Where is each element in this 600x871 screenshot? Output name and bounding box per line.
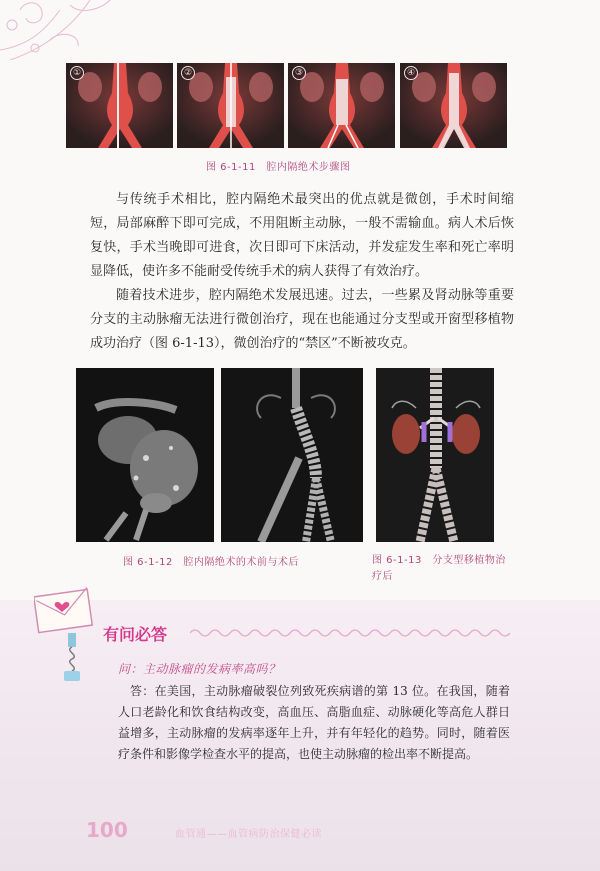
ct-image-postop [221,368,363,542]
step-number: ① [70,66,84,80]
figure-6-1-11 [66,63,508,148]
step-image-2 [177,63,284,148]
running-footer-title: 血管通——血管病防治保健必读 [175,829,322,840]
page-number: 100 [86,818,128,842]
section-title: 有问必答 [103,625,168,644]
step-number: ④ [404,66,418,80]
ct-image-branched-graft [376,368,494,542]
figure-caption: 图 6-1-12 腔内隔绝术的术前与术后 [123,557,299,568]
body-paragraph: 随着技术进步，腔内隔绝术发展迅速。过去，一些累及肾动脉等重要分支的主动脉瘤无法进行微创治疗，现在也能通过分支型或开窗型移植物成功治疗（图 6-1-13），微创治疗的“禁区”不断被攻克。 [90,288,514,351]
envelope-icon [34,585,98,685]
body-paragraph: 与传统手术相比，腔内隔绝术最突出的优点就是微创，手术时间缩短，局部麻醉下即可完成，不用阻断主动脉，一般不需输血。病人术后恢复快，手术当晚即可进食，次日即可下床活动，并发症发生率和死亡率明显降低，使许多不能耐受传统手术的病人获得了有效治疗。 [90,192,514,279]
ct-image-preop [76,368,214,542]
floral-corner-ornament [0,0,150,60]
figure-caption: 图 6-1-13 分支型移植物治疗后 [372,555,506,582]
step-image-3 [288,63,395,148]
step-number: ③ [292,66,306,80]
qa-answer: 答：在美国，主动脉瘤破裂位列致死疾病谱的第 13 位。在我国，随着人口老龄化和饮食结构改变，高血压、高脂血症、动脉硬化等高危人群日益增多，主动脉瘤的发病率逐年上升，并有年轻化的趋势。同时，随着医疗条件和影像学检查水平的提高，也使主动脉瘤的检出率不断提高。 [118,684,510,761]
figure-caption: 图 6-1-11 腔内隔绝术步骤图 [206,162,351,173]
step-image-4 [400,63,507,148]
step-number: ② [181,66,195,80]
qa-question: 问：主动脉瘤的发病率高吗？ [118,662,281,676]
step-image-1 [66,63,173,148]
wavy-divider [190,625,510,641]
